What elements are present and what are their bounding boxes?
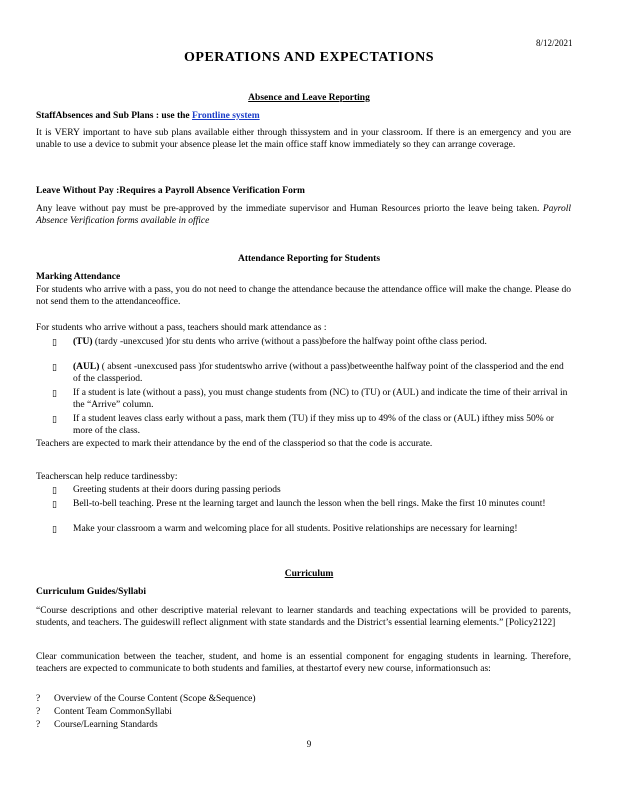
list-item (52, 523, 572, 535)
bullet-icon: ▯ (52, 337, 57, 347)
bullet-text: If a student is late (without a pass), you must change students from (NC) to (TU) or (AUL) and indicate the time of their arrival in the “Arrive” column. (73, 388, 568, 410)
bullet-text: Greeting students at their doors during passing periods (73, 485, 281, 495)
page-number: 9 (306, 739, 312, 749)
list-item (52, 413, 572, 437)
bullet-text: Bell-to-bell teaching. Prese nt the learning target and launch the lesson when the bell rings. Make the first 10 minutes count! (73, 499, 546, 509)
leave-without-pay-label: Leave Without Pay :Requires a Payroll Absence Verification Form (36, 186, 305, 196)
leave-without-pay-body: Any leave without pay must be pre-approved by the immediate supervisor and Human Resources priorto the leave being taken. (36, 204, 540, 214)
frontline-system-link[interactable]: Frontline system (192, 111, 260, 121)
list-item (52, 498, 572, 510)
bullet-text: (tardy -unexcused )for stu dents who arrive (without a pass)before the halfway point ofthe class period. (92, 337, 487, 347)
code-tu: (TU) (73, 337, 93, 347)
list-item (36, 693, 256, 705)
list-item-text: Course/Learning Standards (54, 720, 158, 730)
page-title: OPERATIONS AND EXPECTATIONS (184, 50, 434, 65)
section-heading-absence: Absence and Leave Reporting (248, 93, 370, 103)
without-pass-text: For students who arrive without a pass, teachers should mark attendance as : (36, 323, 327, 333)
staff-absences-label (36, 111, 260, 121)
bullet-icon: ▯ (52, 414, 57, 424)
leave-without-pay-text (36, 203, 571, 227)
list-item-text: Overview of the Course Content (Scope &Sequence) (54, 694, 256, 704)
list-item (52, 336, 572, 348)
list-item (36, 719, 158, 731)
bullet-icon: ▯ (52, 524, 57, 534)
payroll-form-note: Payroll Absence Verification forms available in office (36, 204, 572, 226)
list-item (52, 387, 572, 411)
question-mark-icon: ? (36, 694, 41, 704)
code-aul: (AUL) (73, 362, 100, 372)
marking-attendance-label: Marking Attendance (36, 272, 121, 282)
bullet-icon: ▯ (52, 362, 57, 372)
with-pass-text: For students who arrive with a pass, you do not need to change the attendance because the attendance office will make the change. Please do not send them to the attendanceoffice. (36, 285, 571, 307)
bullet-icon: ▯ (52, 485, 57, 495)
bullet-text: If a student leaves class early without a pass, mark them (TU) if they miss up to 49% of the class or (AUL) ifthey miss 50% or more of the class. (73, 414, 554, 436)
bullet-text: ( absent -unexcused pass )for studentswho arrive (without a pass)betweenthe halfway point of the classperiod and the end of the classperiod. (73, 362, 564, 384)
section-heading-attendance: Attendance Reporting for Students (237, 254, 381, 264)
list-item (52, 484, 572, 496)
section-heading-curriculum: Curriculum (284, 569, 334, 579)
document-date: 8/12/2021 (536, 38, 573, 48)
staff-absences-text: It is VERY important to have sub plans available either through thissystem and in your classroom. If there is an emergency and you are unable to use a device to submit your absence please let the main office staff know immediately so they can arrange coverage. (36, 128, 571, 150)
tardy-intro-text: Teacherscan help reduce tardinessby: (36, 472, 178, 482)
list-item (36, 706, 172, 718)
list-item (52, 361, 572, 385)
communication-text: Clear communication between the teacher, student, and home is an essential component for engaging students in learning. Therefore, teachers are expected to communicate to both students and families, at thestartof every new course, informationsuch as: (36, 652, 571, 674)
bullet-icon: ▯ (52, 388, 57, 398)
question-mark-icon: ? (36, 707, 41, 717)
bullet-icon: ▯ (52, 499, 57, 509)
policy-quote-text: “Course descriptions and other descriptive material relevant to learner standards and teaching expectations will be provided to parents, students, and teachers. The guideswill reflect alignment with state standards and the District’s essential learning elements.” [Policy2122] (36, 606, 571, 628)
attendance-closing-text: Teachers are expected to mark their attendance by the end of the classperiod so that the code is accurate. (36, 439, 433, 449)
curriculum-guides-label: Curriculum Guides/Syllabi (36, 587, 147, 597)
staff-absences-label-text: StaffAbsences and Sub Plans : use the (36, 111, 190, 121)
bullet-text: Make your classroom a warm and welcoming place for all students. Positive relationships are necessary for learning! (73, 524, 518, 534)
question-mark-icon: ? (36, 720, 41, 730)
list-item-text: Content Team CommonSyllabi (54, 707, 172, 717)
